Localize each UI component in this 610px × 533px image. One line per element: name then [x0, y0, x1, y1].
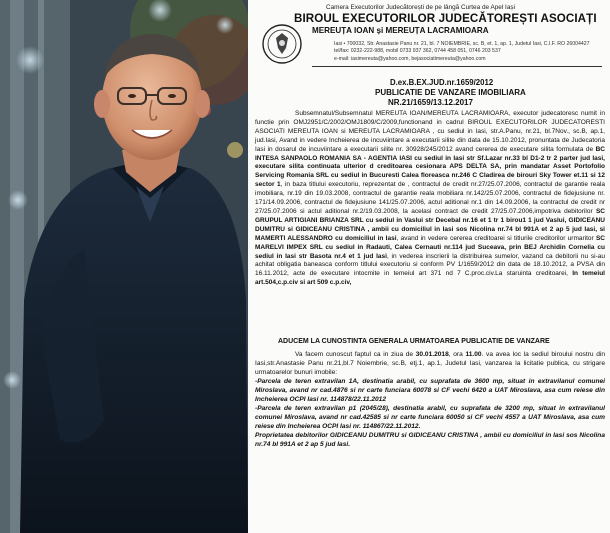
executor-names: MEREUȚA IOAN și MEREUȚA LACRAMIOARA [312, 26, 489, 35]
body-paragraph-sale [255, 350, 605, 449]
contact-address: Iasi • 700032, Str. Anastasie Panu nr. 21, bl. 7 NOIEMBRIE, sc. B, et. 1, ap. 1, Judetul Iasi, C.I.F. RO 26004427 [334, 41, 590, 47]
chamber-name: Camera Executorilor Judecătorești de pe lângă Curtea de Apel Iași [326, 4, 515, 11]
sale-intro: Va facem cunoscut faptul ca in ziua de [295, 351, 414, 358]
publication-number: NR.21/1659/13.12.2017 [388, 98, 473, 107]
creditors-text: , avand in vedere cererea creditoarei si titlurile creditorilor urmaritor [396, 234, 594, 242]
contact-phone: tel/fax: 0232-222-988, mobil 0733 937 362, 0744 458 051, 0746 203 537 [334, 48, 501, 54]
legal-basis-text: , in vederea inscrierii la distribuirea sumelor, vazand ca debitorii nu si-au achitat obligatia baneasca conform titlului executoriu si conform PV 1/1659/2012 din data de 18.10.2012, a PVSA din 16.11.2012, acte de executare intocmite in temeiul art 371 nd 7 C.proc.civ.La staruinta creditoarei, [255, 252, 605, 278]
sale-ora: , ora [448, 351, 463, 358]
owners-text: Proprietatea debitorilor GIDICEANU DUMITRU si GIDICEANU CRISTINA , ambii cu domiciliul in Iasi sos Nicolina nr.74 bl 991A et 2 ap 5 jud Iasi. [255, 432, 605, 448]
contact-email: e-mail: iasimereuta@yahoo.com, bejasociatimereuta@yahoo.com [334, 56, 486, 62]
parcel-2: -Parcela de teren extravilan p1 (2045/28), destinatia arabil, cu suprafata de 3200 mp, situat in extravilanul comunei Miroslava, avand nr cad.42585 si nr carte funciara 60050 si CF vechi 4557 a UAT Miroslava, asa cum reiese din Incheierea OCPI Iasi nr. 114867/22.11.2012. [255, 405, 605, 430]
sale-date: 30.01.2018 [415, 351, 449, 358]
debtors-text: SC GRUPUL ARTIGIANI BRIANZA SRL cu sediul in Vaslui str Decebal nr.16 et 1 tr 1 birou1 1 jud Vaslui, GIDICEANU DUMITRU si GIDICEANU CRISTINA , ambii cu domiciliul in Iasi sos Nicolina nr.74 bl 991A et 2 ap 5 jud Iasi, si MAMERTI ALESSANDRO cu domiciliul in Iasi [255, 207, 605, 242]
portrait-illustration [0, 0, 248, 533]
document-page [248, 0, 610, 533]
sale-hour: 11.00 [465, 351, 482, 358]
file-number: D.ex.B.EX.JUD.nr.1659/2012 [390, 78, 494, 87]
sale-place: . va avea loc la sediul biroului nostru din Iasi,str.Anastasie Panu nr.21,bl.7 Noiembrie, sc.B, etj.1, ap.1, Judetul Iasi, vanzarea la licitatie publica, cu strigare urmatoarelor bunuri imobile: [255, 351, 605, 376]
section-heading: ADUCEM LA CUNOSTINTA GENERALA URMATOAREA PUBLICATIE DE VANZARE [278, 338, 550, 345]
seal-icon [262, 24, 302, 64]
intervenors-text: SC MARELVI IMPEX SRL cu sediul in Radauti, Calea Cernauti nr.114 jud Suceava, prin BEJ Archidin Cornelia cu sediul in Iasi str Basota nr.4 et 1 jud Iasi [255, 234, 605, 260]
portrait-photo [0, 0, 248, 533]
title-text: , in baza titlului executoriu, reprezentat de , contractul de credit nr.27/25.07.2006, contractul de garantie reala imobiliara, nr.19 din 19.03.2008, contractul de garantie reala mobiliara nr.142/25.07.2006, contractul de fidejusiune nr. 171/14.09.2006, contractul de fidejusiune 141/25.07.2006, actul aditional nr.1 din 14.09.2006, la contractul de credit nr 27/25.07.2006 si actul aditional nr.2/19.03.2008, la acelasi contract de credit 27/25.07.2006,impotriva debitorilor [255, 181, 606, 215]
body-paragraph-intro [255, 110, 605, 288]
creditor-text: BC INTESA SANPAOLO ROMANIA SA - AGENTIA IASI cu sediul in Iasi str Sf.Lazar nr.33 bl D1-2 tr 2 parter jud Iasi, executare silita continuata ulterior d creditoarea cesionara APS DELTA SA, prin mandatar Asset Portofolio Servicing Romania SRL cu sediul in Bucuresti Calea floreasca nr.246 C Cladirea de birouri Sky Tower et.11 si 12 sector 1 [255, 145, 605, 189]
legal-article-text: In temeiul art.504,c.p.civ si art 509 c.p.civ, [255, 270, 605, 287]
bureau-title: BIROUL EXECUTORILOR JUDECĂTOREȘTI ASOCIAȚI [294, 12, 597, 25]
header-divider [312, 66, 602, 67]
publication-title: PUBLICATIE DE VANZARE IMOBILIARA [375, 88, 526, 97]
intro-text: Subsemnatul/Subsemnatul MEREUTA IOAN/MEREUTA LACRAMIOARA, executor judecatoresc numit in functie prin OMJ2951/C/2002/OMJ1809/C/2009,functionand in cadrul BIROUL EXECUTORILOR JUDECATORESTI ASOCIATI MEREUTA IOAN si MEREUTA LACRAMIOARA , cu sediul in Iasi, str.A.Panu, nr.21, bl.7Nov., sc.B, ap.1, jud.Iasi, Avand in vedere Incheierea de incuviintare a executarii silite din data de 15.10.2012, pronuntata de Judecatoria Iasi in dosarul de incuviintare a executarii silite nr. 30928/245/2012 avand cererea de executare silita formulata de [255, 110, 605, 153]
parcel-1: -Parcela de teren extravilan 1A, destinatia arabil, cu suprafata de 3600 mp, situat in extravilanul comunei Miroslava, avand nr cad.4876 si nr carte funciara 60078 si CF vechi 6420 a UAT Miroslava, asa cum reiese din Incheierea OCPI Iasi nr. 114878/22.11.2012 [255, 378, 605, 403]
